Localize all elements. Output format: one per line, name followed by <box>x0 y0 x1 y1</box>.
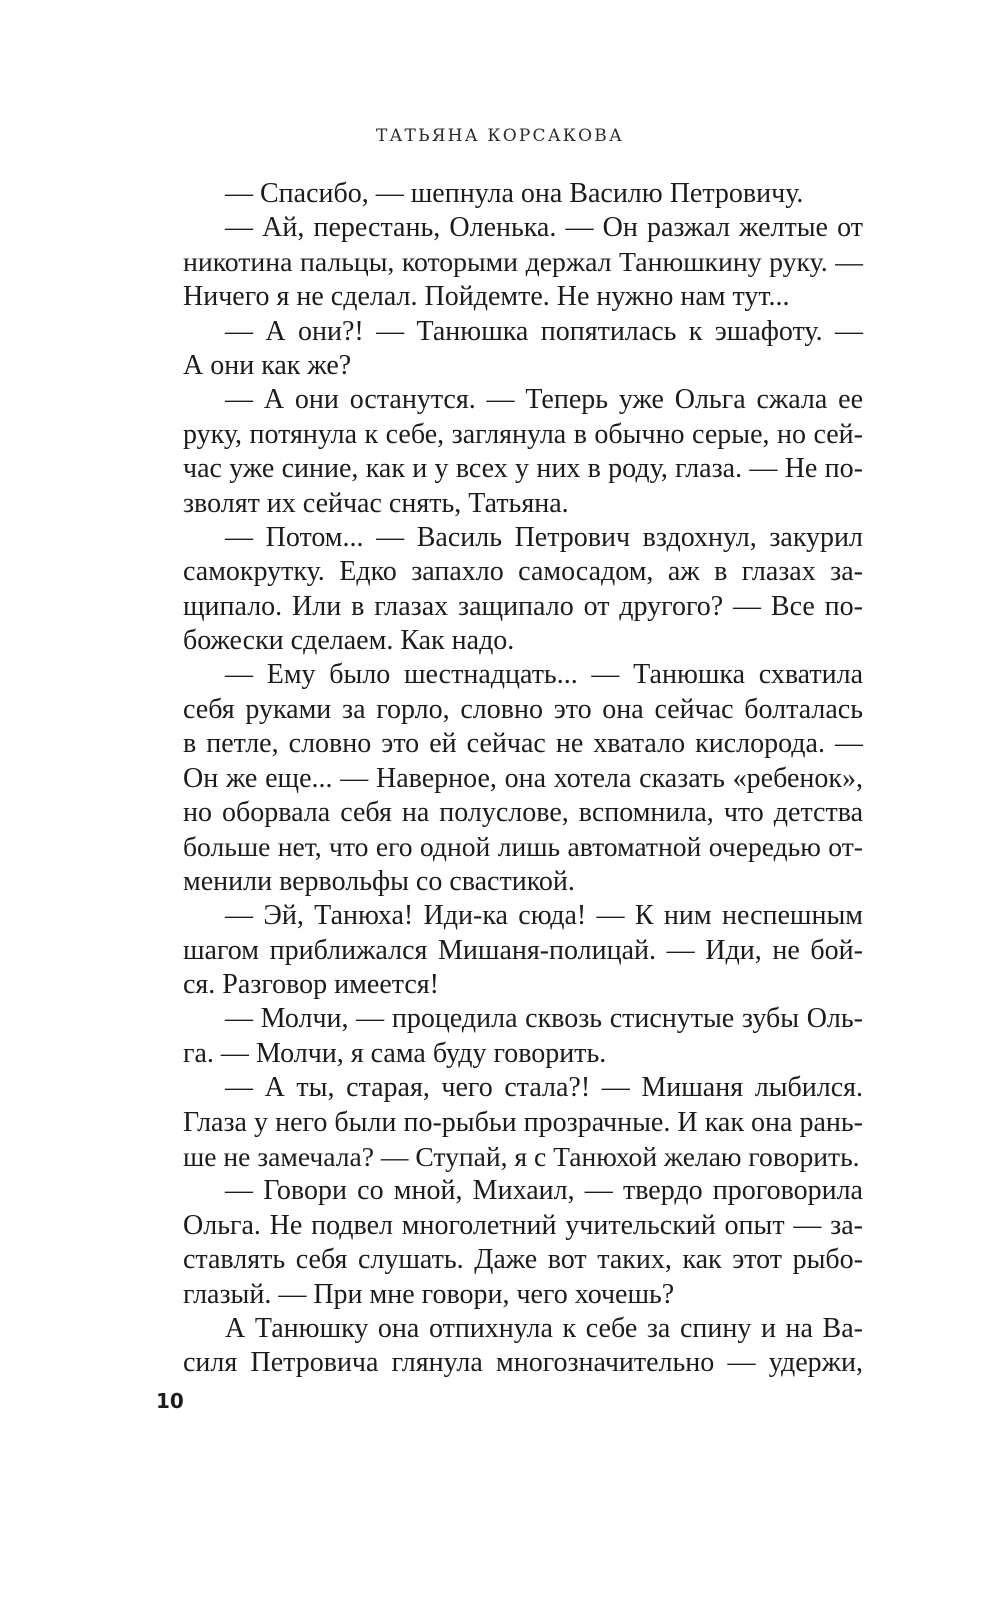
text-line: час уже синие, как и у всех у них в роду, глаза. — Не по- <box>183 453 863 485</box>
text-line: ся. Разговор имеется! <box>183 968 439 1000</box>
text-line: Ничего я не сделал. Пойдемте. Не нужно нам тут... <box>183 281 790 313</box>
text-line: га. — Молчи, я сама буду говорить. <box>183 1037 607 1069</box>
text-line: менили вервольфы со свастикой. <box>183 865 575 897</box>
text-line: А Танюшку она отпихнула к себе за спину и на Ва- <box>225 1312 863 1344</box>
text-line: руку, потянула к себе, заглянула в обычно серые, но сей- <box>183 418 863 450</box>
text-line: — А ты, старая, чего стала?! — Мишаня лыбился. <box>225 1072 863 1104</box>
page-number: 10 <box>156 1389 184 1413</box>
text-line: ше не замечала? — Ступай, я с Танюхой желаю говорить. <box>183 1140 860 1172</box>
text-line: шагом приближался Мишаня-полицай. — Иди, не бой- <box>183 934 863 966</box>
text-line: — Потом... — Василь Петрович вздохнул, закурил <box>225 521 863 553</box>
text-line: но оборвала себя на полуслове, вспомнила, что детства <box>183 797 863 829</box>
text-line: никотина пальцы, которыми держал Танюшкину руку. — <box>183 246 863 278</box>
text-line: в петле, словно это ей сейчас не хватало кислорода. — <box>183 728 863 760</box>
text-line: — А они?! — Танюшка попятилась к эшафоту. — <box>225 315 863 347</box>
text-line: Ольга. Не подвел многолетний учительский опыт — за- <box>183 1209 863 1241</box>
text-line: божески сделаем. Как надо. <box>183 625 515 657</box>
text-line: больше нет, что его одной лишь автоматной очередью от- <box>183 831 863 863</box>
text-line: Глаза у него были по-рыбьи прозрачные. И как она рань- <box>183 1106 863 1138</box>
text-line: А они как же? <box>183 349 352 381</box>
text-line: — Спасибо, — шепнула она Василю Петровичу. <box>225 178 804 209</box>
text-line: — Эй, Танюха! Иди-ка сюда! — К ним неспешным <box>225 900 863 932</box>
text-line: — Молчи, — процедила сквозь стиснутые зубы Оль- <box>225 1003 863 1035</box>
text-line: самокрутку. Едко запахло самосадом, аж в глазах за- <box>183 556 863 588</box>
text-line: глазый. — При мне говори, чего хочешь? <box>183 1278 675 1310</box>
running-head: ТАТЬЯНА КОРСАКОВА <box>375 126 625 146</box>
body-text <box>183 177 863 1381</box>
text-line: щипало. Или в глазах защипало от другого? — Все по- <box>183 590 863 622</box>
text-line: ставлять себя слушать. Даже вот таких, как этот рыбо- <box>183 1244 863 1276</box>
text-line: — Говори со мной, Михаил, — твердо проговорила <box>225 1175 863 1207</box>
text-line: зволят их сейчас снять, Татьяна. <box>183 487 569 519</box>
text-line: — А они останутся. — Теперь уже Ольга сжала ее <box>225 384 863 416</box>
text-line: себя руками за горло, словно это она сейчас болталась <box>183 693 863 725</box>
text-line: силя Петровича глянула многозначительно — удержи, <box>183 1347 863 1379</box>
text-line: — Ему было шестнадцать... — Танюшка схватила <box>225 659 863 691</box>
text-line: Он же еще... — Наверное, она хотела сказать «ребенок», <box>183 762 863 794</box>
text-line: — Ай, перестань, Оленька. — Он разжал желтые от <box>225 212 863 244</box>
